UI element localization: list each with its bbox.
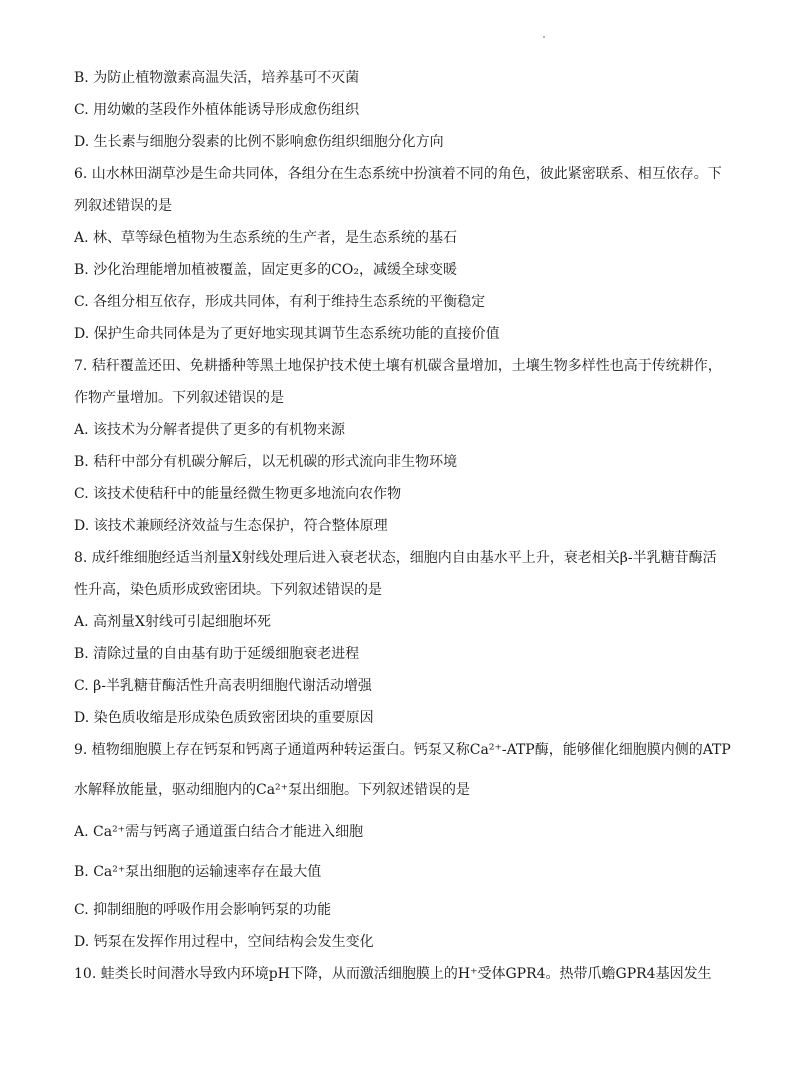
option-5d: D. 生长素与细胞分裂素的比例不影响愈伤组织细胞分化方向: [74, 134, 444, 150]
question-7-stem-cont: 作物产量增加。下列叙述错误的是: [74, 390, 284, 406]
question-9-stem: 9. 植物细胞膜上存在钙泵和钙离子通道两种转运蛋白。钙泵又称Ca²⁺-ATP酶，能够催化细胞膜内侧的ATP: [74, 742, 731, 758]
option-8d: D. 染色质收缩是形成染色质致密团块的重要原因: [74, 710, 374, 726]
question-6-stem: 6. 山水林田湖草沙是生命共同体，各组分在生态系统中扮演着不同的角色，彼此紧密联系、相互依存。下: [74, 166, 722, 182]
question-8-stem: 8. 成纤维细胞经适当剂量X射线处理后进入衰老状态，细胞内自由基水平上升，衰老相关β-半乳糖苷酶活: [74, 550, 717, 566]
option-7c: C. 该技术使秸秆中的能量经微生物更多地流向农作物: [74, 486, 402, 502]
question-10-stem: 10. 蛙类长时间潜水导致内环境pH下降，从而激活细胞膜上的H⁺受体GPR4。热带爪蟾GPR4基因发生: [74, 966, 712, 982]
option-8a: A. 高剂量X射线可引起细胞坏死: [74, 614, 271, 630]
option-6d: D. 保护生命共同体是为了更好地实现其调节生态系统功能的直接价值: [74, 326, 500, 342]
option-7a: A. 该技术为分解者提供了更多的有机物来源: [74, 422, 346, 438]
option-5b: B. 为防止植物激素高温失活，培养基可不灭菌: [74, 70, 360, 86]
option-8b: B. 清除过量的自由基有助于延缓细胞衰老进程: [74, 646, 360, 662]
option-6a: A. 林、草等绿色植物为生态系统的生产者，是生态系统的基石: [74, 230, 458, 246]
question-9-stem-cont: 水解释放能量，驱动细胞内的Ca²⁺泵出细胞。下列叙述错误的是: [74, 782, 471, 798]
option-9d: D. 钙泵在发挥作用过程中，空间结构会发生变化: [74, 934, 374, 950]
question-8-stem-cont: 性升高，染色质形成致密团块。下列叙述错误的是: [74, 582, 382, 598]
option-5c: C. 用幼嫩的茎段作外植体能诱导形成愈伤组织: [74, 102, 360, 118]
option-7d: D. 该技术兼顾经济效益与生态保护，符合整体原理: [74, 518, 388, 534]
question-7-stem: 7. 秸秆覆盖还田、免耕播种等黑土地保护技术使土壤有机碳含量增加，土壤生物多样性也高于传统耕作，: [74, 358, 722, 374]
question-6-stem-cont: 列叙述错误的是: [74, 198, 172, 214]
option-6c: C. 各组分相互依存，形成共同体，有利于维持生态系统的平衡稳定: [74, 294, 486, 310]
scan-speck: [543, 36, 545, 38]
option-9b: B. Ca²⁺泵出细胞的运输速率存在最大值: [74, 864, 322, 880]
option-6b: B. 沙化治理能增加植被覆盖，固定更多的CO₂，减缓全球变暖: [74, 262, 457, 278]
option-9c: C. 抑制细胞的呼吸作用会影响钙泵的功能: [74, 902, 332, 918]
option-8c: C. β-半乳糖苷酶活性升高表明细胞代谢活动增强: [74, 678, 372, 694]
option-7b: B. 秸秆中部分有机碳分解后，以无机碳的形式流向非生物环境: [74, 454, 458, 470]
option-9a: A. Ca²⁺需与钙离子通道蛋白结合才能进入细胞: [74, 824, 364, 840]
